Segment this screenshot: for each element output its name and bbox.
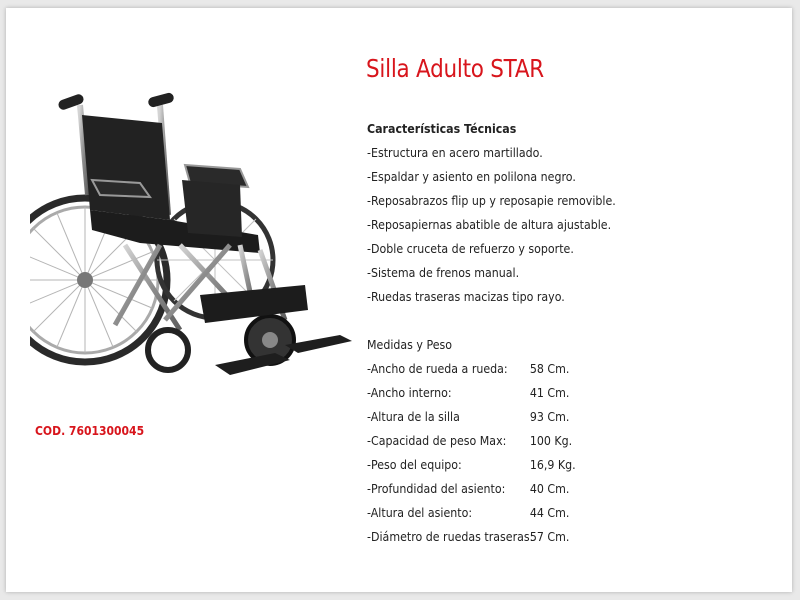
measure-label: -Ancho interno: [367, 386, 452, 400]
measure-label: -Peso del equipo: [367, 458, 462, 472]
measure-label: -Capacidad de peso Max: [367, 434, 507, 448]
measures-heading: Medidas y Peso [367, 338, 453, 352]
measure-row [367, 501, 735, 525]
product-code: COD. 7601300045 [35, 424, 145, 438]
features-heading: Características Técnicas [367, 122, 517, 136]
measure-label: -Altura del asiento: [367, 506, 473, 520]
measure-label: -Diámetro de ruedas traseras: [367, 530, 534, 544]
feature-item: -Doble cruceta de refuerzo y soporte. [367, 242, 574, 256]
feature-item: -Sistema de frenos manual. [367, 266, 520, 280]
measure-value: 57 Cm. [529, 530, 570, 544]
measure-label: -Ancho de rueda a rueda: [367, 362, 508, 376]
measure-value: 44 Cm. [529, 506, 570, 520]
measure-row [367, 525, 735, 549]
measure-label: -Altura de la silla [367, 410, 460, 424]
wheelchair-icon [30, 85, 360, 405]
measure-value: 93 Cm. [529, 410, 570, 424]
page-title: Silla Adulto STAR [366, 54, 544, 83]
measure-value: 40 Cm. [529, 482, 570, 496]
feature-item: -Espaldar y asiento en polilona negro. [367, 170, 576, 184]
feature-item: -Reposapiernas abatible de altura ajustable. [367, 218, 612, 232]
measure-value: 16,9 Kg. [529, 458, 576, 472]
feature-item: -Ruedas traseras macizas tipo rayo. [367, 290, 565, 304]
specs-column [367, 117, 767, 549]
measure-row [367, 477, 735, 501]
measure-value: 100 Kg. [529, 434, 573, 448]
measure-label: -Profundidad del asiento: [367, 482, 506, 496]
measure-row [367, 405, 735, 429]
measure-row [367, 453, 735, 477]
measure-row [367, 357, 735, 381]
measure-value: 58 Cm. [529, 362, 570, 376]
measure-row [367, 381, 735, 405]
measure-row [367, 429, 735, 453]
feature-item: -Estructura en acero martillado. [367, 146, 543, 160]
measure-value: 41 Cm. [529, 386, 570, 400]
feature-item: -Reposabrazos flip up y reposapie removible. [367, 194, 616, 208]
